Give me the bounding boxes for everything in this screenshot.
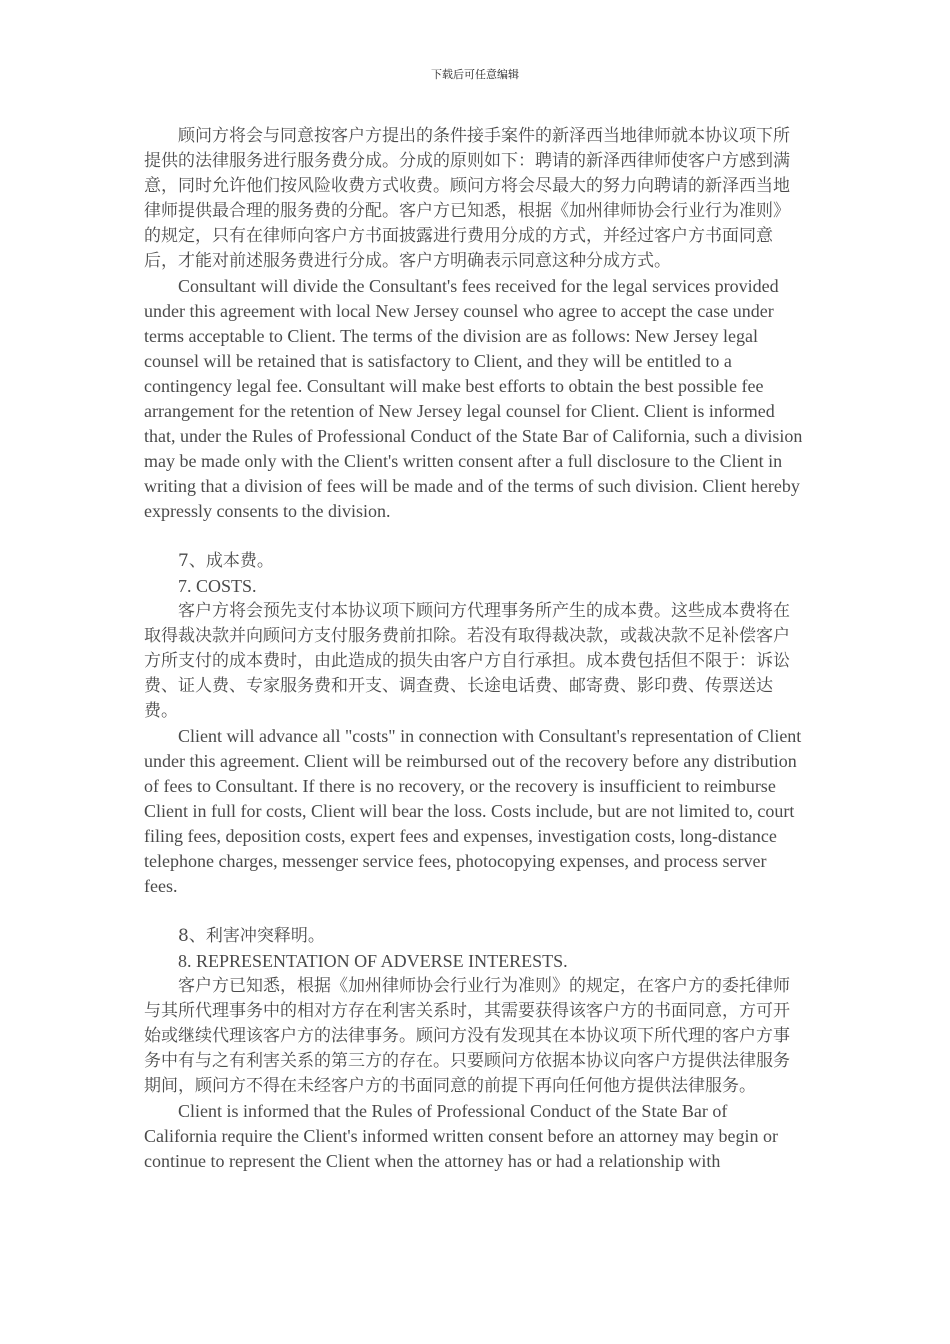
costs-heading-en: 7. COSTS. [178,576,257,596]
adverse-heading-en: 8. REPRESENTATION OF ADVERSE INTERESTS. [178,951,568,971]
costs-paragraph-zh: 客户方将会预先支付本协议项下顾问方代理事务所产生的成本费。这些成本费将在取得裁决款并向顾问方支付服务费前扣除。若没有取得裁决款，或裁决款不足补偿客户方所支付的成本费时，由此造成的损失由客户方自行承担。成本费包括但不限于：诉讼费、证人费、专家服务费和开支、调查费、长途电话费、邮寄费、影印费、传票送达费。 [144,601,790,721]
fee-division-paragraph-en: Consultant will divide the Consultant's fees received for the legal services provided under this agreement with local New Jersey counsel who agree to accept the case under terms acceptable to Client. The terms of the division are as follows: New Jersey legal counsel will be retained that is satisfactory to Client, and they will be entitled to a contingency legal fee. Consultant will make best efforts to obtain the best possible fee arrangement for the retention of New Jersey legal counsel for Client. Client is informed that, under the Rules of Professional Conduct of the State Bar of California, such a division may be made only with the Client's written consent after a full disclosure to the Client in writing that a division of fees will be made and of the terms of such division. Client hereby expressly consents to the division. [144,276,803,521]
page-header: 下载后可任意编辑 [431,68,519,81]
adverse-paragraph-en: Client is informed that the Rules of Professional Conduct of the State Bar of California require the Client's informed written consent before an attorney may begin or continue to represent the Client when the attorney has or had a relationship with [144,1101,779,1171]
costs-heading-zh: 7、成本费。 [178,551,274,571]
costs-paragraph-en: Client will advance all "costs" in connection with Consultant's representation of Client under this agreement. Client will be reimbursed out of the recovery before any distribution of fees to Consultant. If there is no recovery, or the recovery is insufficient to reimburse Client in full for costs, Client will bear the loss. Costs include, but are not limited to, court filing fees, deposition costs, expert fees and expenses, investigation costs, long-distance telephone charges, messenger service fees, photocopying expenses, and process server fees. [144,726,802,896]
section-spacer [144,899,804,924]
adverse-paragraph-zh: 客户方已知悉，根据《加州律师协会行业行为准则》的规定，在客户方的委托律师与其所代理事务中的相对方存在利害关系时，其需要获得该客户方的书面同意，方可开始或继续代理该客户方的法律事务。顾问方没有发现其在本协议项下所代理的客户方事务中有与之有利害关系的第三方的存在。只要顾问方依据本协议向客户方提供法律服务期间，顾问方不得在未经客户方的书面同意的前提下再向任何他方提供法律服务。 [144,976,790,1096]
fee-division-paragraph-zh: 顾问方将会与同意按客户方提出的条件接手案件的新泽西当地律师就本协议项下所提供的法律服务进行服务费分成。分成的原则如下：聘请的新泽西律师使客户方感到满意，同时允许他们按风险收费方式收费。顾问方将会尽最大的努力向聘请的新泽西当地律师提供最合理的服务费的分配。客户方已知悉，根据《加州律师协会行业行为准则》的规定，只有在律师向客户方书面披露进行费用分成的方式，并经过客户方书面同意后，才能对前述服务费进行分成。客户方明确表示同意这种分成方式。 [144,126,790,271]
adverse-heading-zh: 8、利害冲突释明。 [178,926,325,946]
document-body [144,124,804,1174]
section-spacer [144,524,804,549]
